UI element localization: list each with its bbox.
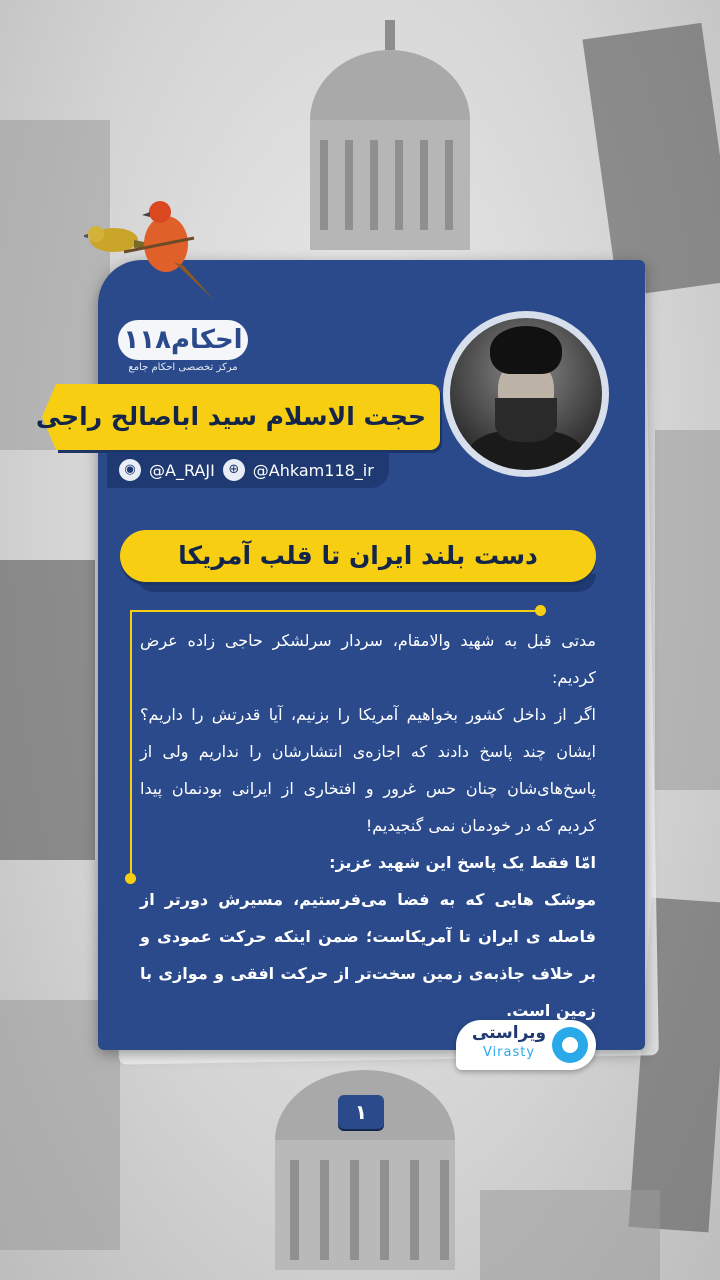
headline: دست بلند ایران تا قلب آمریکا — [178, 541, 538, 570]
social-handles — [107, 452, 389, 488]
lead-line: امّا فقط یک پاسخ این شهید عزیز: — [329, 853, 596, 872]
timeline-dot-bottom — [125, 873, 136, 884]
timeline-line-side — [130, 610, 132, 880]
speaker-avatar — [450, 318, 602, 470]
ahkam118-logo — [118, 320, 248, 380]
avatar-beard — [495, 398, 557, 442]
logo-subtitle: مرکز تخصصی احکام جامع — [128, 362, 238, 373]
globe-icon: ⊕ — [223, 459, 245, 481]
page-number: ۱ — [338, 1095, 384, 1129]
avatar-turban — [490, 326, 562, 374]
timeline-dot-top — [535, 605, 546, 616]
virasty-logo-icon — [552, 1027, 588, 1063]
speaker-name: حجت الاسلام سید اباصالح راجی — [35, 402, 426, 431]
article-body — [140, 622, 596, 1029]
capitol-dome-top — [290, 20, 490, 250]
speaker-name-banner — [35, 384, 440, 450]
logo-wordmark: ۱۱۸احکام — [118, 320, 248, 360]
question-paragraph: اگر از داخل کشور بخواهیم آمریکا را بزنیم، آیا قدرتش را داریم؟ ایشان چند پاسخ دادند که اجازه‌ی انتشارشان را نداریم ولی از پاسخ‌های‌شان چنان حس غرور و افتخاری از ایرانی بودنمان پیدا کردیم که در خودمان نمی گنجیدیم! — [140, 705, 596, 835]
brand-name-fa: ویراستی — [471, 1023, 547, 1043]
virasty-brand-badge[interactable] — [456, 1020, 596, 1070]
handle-personal[interactable]: @A_RAJI — [149, 460, 215, 480]
handle-site[interactable]: @Ahkam118_ir — [252, 460, 374, 480]
brand-name-en: Virasty — [482, 1045, 536, 1060]
answer-paragraph: موشک هایی که به فضا می‌فرستیم، مسیرش دورتر از فاصله ی ایران تا آمریکاست؛ ضمن اینکه حرکت عمودی و بر خلاف جاذبه‌ی زمین سخت‌تر از حرکت افقی و موازی با زمین است. — [140, 890, 596, 1020]
intro-paragraph: مدتی قبل به شهید والامقام، سردار سرلشکر حاجی زاده عرض کردیم: — [140, 631, 596, 687]
virasty-icon: ◉ — [119, 459, 141, 481]
birds-illustration — [84, 196, 224, 306]
timeline-line-top — [130, 610, 540, 612]
capitol-dome-bottom — [255, 1050, 475, 1270]
